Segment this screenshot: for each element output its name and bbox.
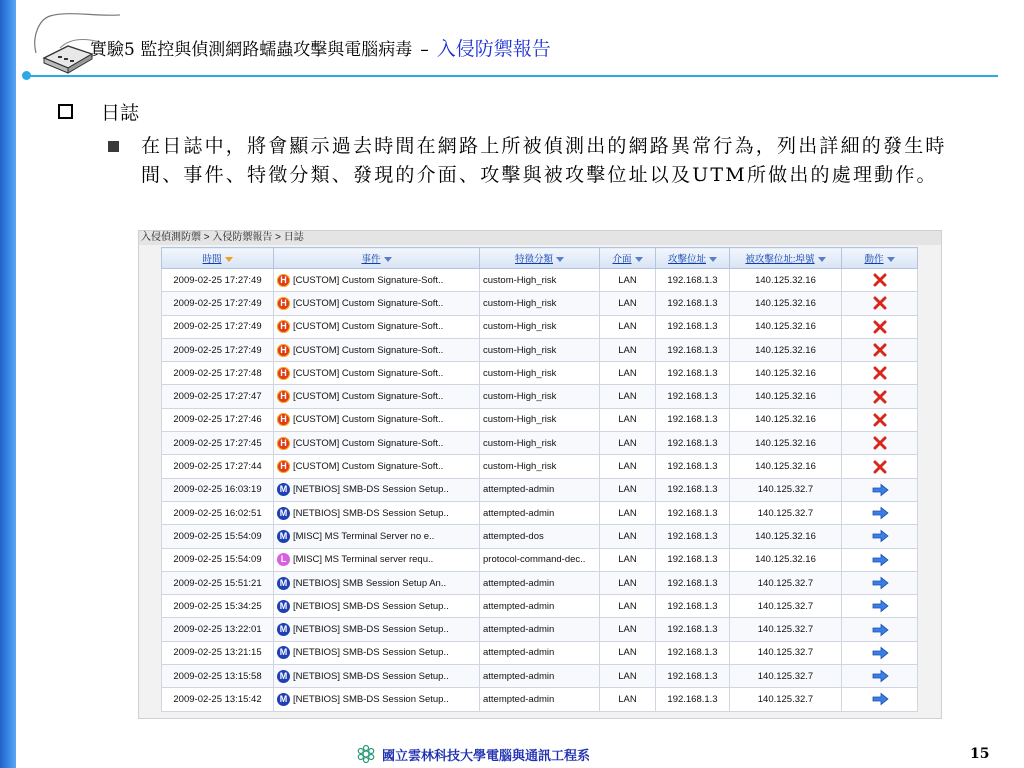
block-x-icon xyxy=(871,296,889,310)
cell-attacker: 192.168.1.3 xyxy=(656,362,730,385)
cell-interface: LAN xyxy=(600,269,656,292)
cell-time: 2009-02-25 16:02:51 xyxy=(162,501,274,524)
cell-attacker: 192.168.1.3 xyxy=(656,525,730,548)
pass-arrow-icon xyxy=(871,646,889,660)
title-subtitle: 入侵防禦報告 xyxy=(436,38,551,60)
severity-H-icon: H xyxy=(277,274,290,287)
cell-action xyxy=(842,525,918,548)
severity-L-icon: L xyxy=(277,553,290,566)
table-row[interactable] xyxy=(162,408,918,431)
pass-arrow-icon xyxy=(871,483,889,497)
cell-attacker: 192.168.1.3 xyxy=(656,408,730,431)
cell-interface: LAN xyxy=(600,408,656,431)
cell-interface: LAN xyxy=(600,665,656,688)
title-dash: – xyxy=(420,40,429,60)
cell-attacker: 192.168.1.3 xyxy=(656,338,730,361)
cell-action xyxy=(842,385,918,408)
sort-arrow-icon xyxy=(384,257,392,262)
sort-arrow-icon xyxy=(225,257,233,262)
block-x-icon xyxy=(871,460,889,474)
block-x-icon xyxy=(871,436,889,450)
cell-time: 2009-02-25 17:27:46 xyxy=(162,408,274,431)
cell-category: custom-High_risk xyxy=(480,338,600,361)
cell-time: 2009-02-25 15:54:09 xyxy=(162,525,274,548)
pass-arrow-icon xyxy=(871,692,889,706)
cell-attacker: 192.168.1.3 xyxy=(656,641,730,664)
bullet-level2 xyxy=(108,132,988,190)
cell-target: 140.125.32.7 xyxy=(730,641,842,664)
block-x-icon xyxy=(871,413,889,427)
title-main: 實驗5 監控與偵測網路蠕蟲攻擊與電腦病毒 xyxy=(90,40,413,60)
severity-M-icon: M xyxy=(277,600,290,613)
cell-target: 140.125.32.16 xyxy=(730,315,842,338)
cell-action xyxy=(842,618,918,641)
cell-attacker: 192.168.1.3 xyxy=(656,688,730,711)
cell-event: M [NETBIOS] SMB-DS Session Setup.. xyxy=(274,618,480,641)
cell-interface: LAN xyxy=(600,385,656,408)
cell-target: 140.125.32.7 xyxy=(730,665,842,688)
severity-M-icon: M xyxy=(277,483,290,496)
table-row[interactable] xyxy=(162,385,918,408)
cell-attacker: 192.168.1.3 xyxy=(656,269,730,292)
cell-time: 2009-02-25 17:27:48 xyxy=(162,362,274,385)
cell-time: 2009-02-25 13:15:58 xyxy=(162,665,274,688)
log-screenshot xyxy=(138,230,942,719)
cell-target: 140.125.32.16 xyxy=(730,362,842,385)
cell-attacker: 192.168.1.3 xyxy=(656,385,730,408)
log-table xyxy=(161,247,918,712)
slide-title xyxy=(90,34,551,61)
cell-category: attempted-admin xyxy=(480,688,600,711)
cell-event: H [CUSTOM] Custom Signature-Soft.. xyxy=(274,315,480,338)
cell-action xyxy=(842,478,918,501)
table-row[interactable] xyxy=(162,665,918,688)
sort-arrow-icon xyxy=(556,257,564,262)
cell-interface: LAN xyxy=(600,478,656,501)
col-header-attacker[interactable]: 攻擊位址 xyxy=(656,248,730,269)
cell-target: 140.125.32.16 xyxy=(730,548,842,571)
cell-category: custom-High_risk xyxy=(480,455,600,478)
sort-arrow-icon xyxy=(709,257,717,262)
cell-time: 2009-02-25 13:15:42 xyxy=(162,688,274,711)
table-row[interactable] xyxy=(162,269,918,292)
cell-target: 140.125.32.7 xyxy=(730,571,842,594)
table-row[interactable] xyxy=(162,548,918,571)
cell-action xyxy=(842,595,918,618)
cell-category: custom-High_risk xyxy=(480,385,600,408)
cell-action xyxy=(842,408,918,431)
cell-time: 2009-02-25 17:27:44 xyxy=(162,455,274,478)
cell-time: 2009-02-25 15:51:21 xyxy=(162,571,274,594)
cell-category: custom-High_risk xyxy=(480,362,600,385)
severity-M-icon: M xyxy=(277,577,290,590)
cell-action xyxy=(842,315,918,338)
cell-event: M [NETBIOS] SMB-DS Session Setup.. xyxy=(274,688,480,711)
cell-interface: LAN xyxy=(600,292,656,315)
cell-interface: LAN xyxy=(600,641,656,664)
severity-H-icon: H xyxy=(277,297,290,310)
table-row[interactable] xyxy=(162,432,918,455)
pass-arrow-icon xyxy=(871,529,889,543)
cell-action xyxy=(842,455,918,478)
table-row[interactable] xyxy=(162,338,918,361)
table-row[interactable] xyxy=(162,362,918,385)
cell-category: protocol-command-dec.. xyxy=(480,548,600,571)
cell-target: 140.125.32.16 xyxy=(730,525,842,548)
table-row[interactable] xyxy=(162,315,918,338)
cell-action xyxy=(842,548,918,571)
pass-arrow-icon xyxy=(871,599,889,613)
pass-arrow-icon xyxy=(871,553,889,567)
table-row[interactable] xyxy=(162,688,918,711)
cell-event: M [NETBIOS] SMB Session Setup An.. xyxy=(274,571,480,594)
block-x-icon xyxy=(871,320,889,334)
cell-event: M [NETBIOS] SMB-DS Session Setup.. xyxy=(274,641,480,664)
cell-target: 140.125.32.7 xyxy=(730,595,842,618)
cell-category: attempted-admin xyxy=(480,665,600,688)
cell-attacker: 192.168.1.3 xyxy=(656,571,730,594)
cell-event: M [NETBIOS] SMB-DS Session Setup.. xyxy=(274,595,480,618)
cell-time: 2009-02-25 17:27:49 xyxy=(162,338,274,361)
cell-time: 2009-02-25 13:21:15 xyxy=(162,641,274,664)
cell-event: H [CUSTOM] Custom Signature-Soft.. xyxy=(274,455,480,478)
cell-time: 2009-02-25 15:54:09 xyxy=(162,548,274,571)
cell-event: H [CUSTOM] Custom Signature-Soft.. xyxy=(274,338,480,361)
cell-target: 140.125.32.16 xyxy=(730,292,842,315)
cell-target: 140.125.32.16 xyxy=(730,408,842,431)
cell-interface: LAN xyxy=(600,688,656,711)
cell-category: attempted-admin xyxy=(480,595,600,618)
cell-category: custom-High_risk xyxy=(480,292,600,315)
cell-action xyxy=(842,362,918,385)
cell-event: M [MISC] MS Terminal Server no e.. xyxy=(274,525,480,548)
cell-event: H [CUSTOM] Custom Signature-Soft.. xyxy=(274,432,480,455)
table-row[interactable] xyxy=(162,478,918,501)
cell-time: 2009-02-25 17:27:49 xyxy=(162,292,274,315)
left-accent-bar xyxy=(0,0,16,768)
bullet-level2-text: 在日誌中，將會顯示過去時間在網路上所被偵測出的網路異常行為，列出詳細的發生時間、事件、特徵分類、發現的介面、攻擊與被攻擊位址以及UTM所做出的處理動作。 xyxy=(141,135,947,186)
cell-category: attempted-admin xyxy=(480,478,600,501)
cell-category: attempted-admin xyxy=(480,641,600,664)
cell-time: 2009-02-25 16:03:19 xyxy=(162,478,274,501)
footer-school xyxy=(356,744,590,764)
cell-event: H [CUSTOM] Custom Signature-Soft.. xyxy=(274,408,480,431)
sort-arrow-icon xyxy=(887,257,895,262)
cell-action xyxy=(842,292,918,315)
cell-time: 2009-02-25 17:27:45 xyxy=(162,432,274,455)
severity-M-icon: M xyxy=(277,530,290,543)
cell-event: H [CUSTOM] Custom Signature-Soft.. xyxy=(274,269,480,292)
cell-attacker: 192.168.1.3 xyxy=(656,292,730,315)
col-header-event[interactable]: 事件 xyxy=(274,248,480,269)
severity-H-icon: H xyxy=(277,320,290,333)
cell-interface: LAN xyxy=(600,571,656,594)
cell-attacker: 192.168.1.3 xyxy=(656,665,730,688)
cell-event: H [CUSTOM] Custom Signature-Soft.. xyxy=(274,362,480,385)
cell-action xyxy=(842,571,918,594)
bullet-level1-text: 日誌 xyxy=(101,102,140,124)
cell-event: M [NETBIOS] SMB-DS Session Setup.. xyxy=(274,501,480,524)
cell-category: custom-High_risk xyxy=(480,432,600,455)
cell-time: 2009-02-25 13:22:01 xyxy=(162,618,274,641)
severity-M-icon: M xyxy=(277,507,290,520)
cell-target: 140.125.32.7 xyxy=(730,478,842,501)
cell-attacker: 192.168.1.3 xyxy=(656,595,730,618)
block-x-icon xyxy=(871,366,889,380)
cell-action xyxy=(842,269,918,292)
cell-target: 140.125.32.16 xyxy=(730,432,842,455)
cell-interface: LAN xyxy=(600,315,656,338)
header-rule xyxy=(28,75,998,77)
cell-time: 2009-02-25 17:27:49 xyxy=(162,315,274,338)
log-table-body xyxy=(162,269,918,712)
breadcrumb: 入侵偵測防禦 > 入侵防禦報告 > 日誌 xyxy=(139,231,941,245)
cell-interface: LAN xyxy=(600,618,656,641)
cell-attacker: 192.168.1.3 xyxy=(656,501,730,524)
cell-target: 140.125.32.16 xyxy=(730,338,842,361)
severity-H-icon: H xyxy=(277,367,290,380)
cell-attacker: 192.168.1.3 xyxy=(656,455,730,478)
severity-M-icon: M xyxy=(277,693,290,706)
cell-target: 140.125.32.7 xyxy=(730,618,842,641)
cell-event: M [NETBIOS] SMB-DS Session Setup.. xyxy=(274,665,480,688)
cell-category: custom-High_risk xyxy=(480,269,600,292)
cell-time: 2009-02-25 15:34:25 xyxy=(162,595,274,618)
cell-interface: LAN xyxy=(600,455,656,478)
cell-target: 140.125.32.16 xyxy=(730,385,842,408)
block-x-icon xyxy=(871,343,889,357)
col-header-time[interactable]: 時間 xyxy=(162,248,274,269)
table-row[interactable] xyxy=(162,455,918,478)
severity-M-icon: M xyxy=(277,646,290,659)
table-row[interactable] xyxy=(162,595,918,618)
cell-action xyxy=(842,665,918,688)
cell-attacker: 192.168.1.3 xyxy=(656,432,730,455)
pass-arrow-icon xyxy=(871,576,889,590)
col-header-action[interactable]: 動作 xyxy=(842,248,918,269)
col-header-category[interactable]: 特徵分類 xyxy=(480,248,600,269)
cell-category: attempted-admin xyxy=(480,618,600,641)
severity-H-icon: H xyxy=(277,460,290,473)
bullet-level1 xyxy=(58,98,139,125)
col-header-interface[interactable]: 介面 xyxy=(600,248,656,269)
cell-interface: LAN xyxy=(600,595,656,618)
table-row[interactable] xyxy=(162,525,918,548)
cell-category: attempted-admin xyxy=(480,571,600,594)
cell-category: attempted-admin xyxy=(480,501,600,524)
cell-action xyxy=(842,432,918,455)
cell-action xyxy=(842,501,918,524)
block-x-icon xyxy=(871,273,889,287)
cell-interface: LAN xyxy=(600,501,656,524)
cell-attacker: 192.168.1.3 xyxy=(656,315,730,338)
cell-interface: LAN xyxy=(600,432,656,455)
school-logo-icon xyxy=(356,744,376,764)
cell-target: 140.125.32.7 xyxy=(730,688,842,711)
cell-action xyxy=(842,688,918,711)
table-header-row xyxy=(162,248,918,269)
cell-category: custom-High_risk xyxy=(480,408,600,431)
sort-arrow-icon xyxy=(818,257,826,262)
cell-attacker: 192.168.1.3 xyxy=(656,478,730,501)
cell-time: 2009-02-25 17:27:47 xyxy=(162,385,274,408)
cell-interface: LAN xyxy=(600,338,656,361)
cell-interface: LAN xyxy=(600,525,656,548)
severity-M-icon: M xyxy=(277,670,290,683)
severity-H-icon: H xyxy=(277,344,290,357)
cell-target: 140.125.32.16 xyxy=(730,269,842,292)
solid-square-bullet-icon xyxy=(108,141,119,152)
severity-H-icon: H xyxy=(277,390,290,403)
cell-interface: LAN xyxy=(600,362,656,385)
footer-school-name: 國立雲林科技大學電腦與通訊工程系 xyxy=(382,748,591,764)
pass-arrow-icon xyxy=(871,506,889,520)
sort-arrow-icon xyxy=(635,257,643,262)
cell-target: 140.125.32.7 xyxy=(730,501,842,524)
severity-H-icon: H xyxy=(277,413,290,426)
cell-time: 2009-02-25 17:27:49 xyxy=(162,269,274,292)
hollow-square-bullet-icon xyxy=(58,104,73,119)
cell-interface: LAN xyxy=(600,548,656,571)
severity-M-icon: M xyxy=(277,623,290,636)
cell-category: attempted-dos xyxy=(480,525,600,548)
cell-event: L [MISC] MS Terminal server requ.. xyxy=(274,548,480,571)
page-number: 15 xyxy=(970,746,990,762)
cell-attacker: 192.168.1.3 xyxy=(656,618,730,641)
col-header-target[interactable]: 被攻擊位址:埠號 xyxy=(730,248,842,269)
block-x-icon xyxy=(871,390,889,404)
severity-H-icon: H xyxy=(277,437,290,450)
cell-category: custom-High_risk xyxy=(480,315,600,338)
cell-target: 140.125.32.16 xyxy=(730,455,842,478)
table-row[interactable] xyxy=(162,618,918,641)
table-row[interactable] xyxy=(162,571,918,594)
cell-attacker: 192.168.1.3 xyxy=(656,548,730,571)
cell-event: M [NETBIOS] SMB-DS Session Setup.. xyxy=(274,478,480,501)
table-row[interactable] xyxy=(162,292,918,315)
cell-event: H [CUSTOM] Custom Signature-Soft.. xyxy=(274,292,480,315)
cell-event: H [CUSTOM] Custom Signature-Soft.. xyxy=(274,385,480,408)
table-row[interactable] xyxy=(162,501,918,524)
cell-action xyxy=(842,338,918,361)
pass-arrow-icon xyxy=(871,669,889,683)
cell-action xyxy=(842,641,918,664)
pass-arrow-icon xyxy=(871,623,889,637)
table-row[interactable] xyxy=(162,641,918,664)
